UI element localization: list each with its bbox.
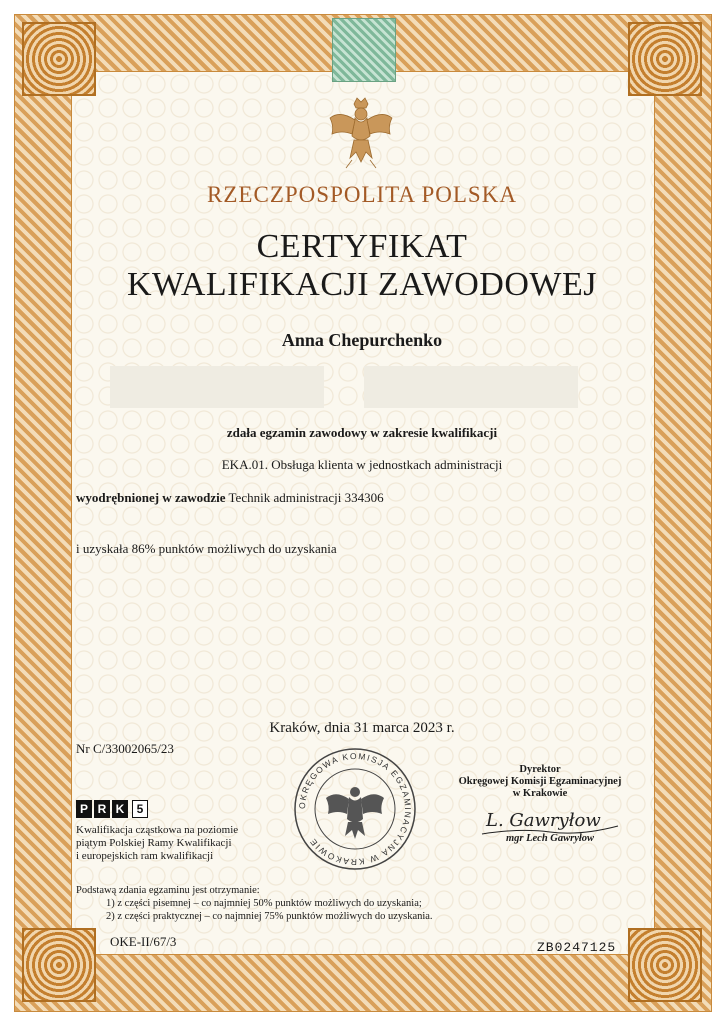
prk-description-line: Kwalifikacja cząstkowa na poziomie xyxy=(76,824,239,836)
profession-name: Technik administracji 334306 xyxy=(228,490,384,505)
title-line-2: KWALIFIKACJI ZAWODOWEJ xyxy=(126,266,598,303)
eagle-emblem-icon xyxy=(328,96,394,174)
score-statement: i uzyskała 86% punktów możliwych do uzyskania xyxy=(76,541,337,556)
serial-number: ZB0247125 xyxy=(537,940,617,955)
prk-letter: P xyxy=(76,800,92,818)
security-hologram xyxy=(332,18,396,82)
passed-exam-label: zdała egzamin zawodowy w zakresie kwalifikacji xyxy=(226,425,498,440)
director-title-line: w Krakowie xyxy=(512,788,568,799)
signature-text: L. Gawryłow xyxy=(486,810,601,831)
exam-basis-item: 1) z części pisemnej – co najmniej 50% punktów możliwych do uzyskania; xyxy=(106,898,422,909)
prk-description xyxy=(76,824,296,863)
corner-ornament-top-left xyxy=(22,22,96,96)
holder-name: Anna Chepurchenko xyxy=(281,330,443,350)
director-name: mgr Lech Gawryłow xyxy=(505,833,595,844)
prk-level-badge xyxy=(76,800,148,818)
title-line-1: CERTYFIKAT xyxy=(256,228,468,265)
profession-line xyxy=(76,490,384,506)
redacted-field xyxy=(110,366,324,408)
prk-description-line: piątym Polskiej Ramy Kwalifikacji xyxy=(76,837,232,849)
director-title xyxy=(440,764,640,800)
official-seal-icon xyxy=(290,744,420,874)
corner-ornament-bottom-left xyxy=(22,928,96,1002)
director-title-line: Dyrektor xyxy=(519,764,561,775)
issue-date: Kraków, dnia 31 marca 2023 r. xyxy=(269,720,455,736)
redacted-field xyxy=(364,366,578,408)
profession-label: wyodrębnionej w zawodzie xyxy=(76,490,226,505)
exam-basis-title: Podstawą zdania egzaminu jest otrzymanie: xyxy=(76,885,260,896)
qualification-name: EKA.01. Obsługa klienta w jednostkach administracji xyxy=(221,457,503,472)
exam-basis-item: 2) z części praktycznej – co najmniej 75% punktów możliwych do uzyskania. xyxy=(106,911,433,922)
corner-ornament-top-right xyxy=(628,22,702,96)
country-heading: RZECZPOSPOLITA POLSKA xyxy=(207,182,517,207)
director-title-line: Okręgowej Komisji Egzaminacyjnej xyxy=(458,776,622,787)
certificate-number: Nr C/33002065/23 xyxy=(76,741,174,756)
certificate-title xyxy=(0,228,724,304)
corner-ornament-bottom-right xyxy=(628,928,702,1002)
prk-description-line: i europejskich ram kwalifikacji xyxy=(76,850,214,862)
prk-letter: R xyxy=(94,800,110,818)
prk-letter: K xyxy=(112,800,128,818)
seal-text: OKRĘGOWA KOMISJA EGZAMINACYJNA W KRAKOWIE xyxy=(296,750,414,868)
exam-basis xyxy=(76,884,433,923)
prk-level: 5 xyxy=(132,800,148,818)
oke-code: OKE-II/67/3 xyxy=(110,934,177,949)
